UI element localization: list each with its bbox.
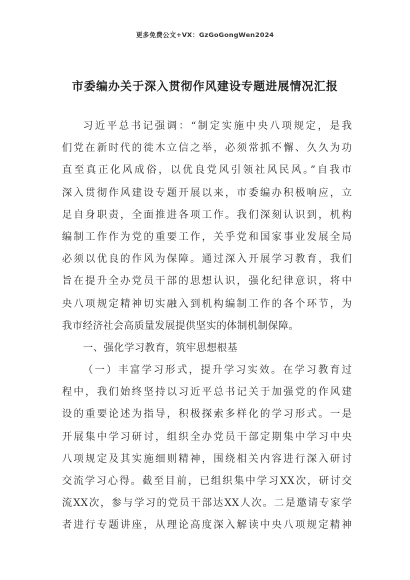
watermark-text: 更多免费公文+VX：GzGoGongWen2024 bbox=[135, 31, 275, 39]
paragraph-study bbox=[62, 360, 352, 538]
text-line: 们党在新时代的徙木立信之举，必须常抓不懈、久久为功 bbox=[62, 143, 352, 155]
text-line: 设的重要论述为指导，积极探索多样化的学习形式。一是 bbox=[62, 409, 352, 421]
text-line: 我市经济社会高质量发展提供坚实的体制机制保障。 bbox=[62, 320, 299, 332]
section-heading: 一、强化学习教育，筑牢思想根基 bbox=[83, 342, 238, 354]
text-line: 旨在提升全办党员干部的思想认识，强化纪律意识，将中 bbox=[62, 276, 352, 288]
text-line: 深入贯彻作风建设专题开展以来，市委编办积极响应，立 bbox=[62, 187, 352, 199]
document-title: 市委编办关于深入贯彻作风建设专题进展情况汇报 bbox=[71, 79, 339, 93]
text-line: 交流学习心得。截至目前，已组织集中学习XX次，研讨交 bbox=[62, 476, 352, 487]
paragraph-intro bbox=[62, 116, 352, 338]
text-line: 央八项规定精神切实融入到机构编制工作的各个环节，为 bbox=[62, 298, 352, 310]
text-line: 开展集中学习研讨，组织全办党员干部定期集中学习中央 bbox=[62, 431, 352, 443]
text-line: 八项规定及其实施细则精神，围绕相关内容进行深入研讨 bbox=[62, 453, 352, 465]
text-line: 程中，我们始终坚持以习近平总书记关于加强党的作风建 bbox=[62, 387, 352, 399]
document-body bbox=[62, 116, 352, 538]
text-line: 必须以优良的作风为保障。通过深入开展学习教育，我们 bbox=[62, 254, 352, 266]
text-line: 习近平总书记强调：“制定实施中央八项规定，是我 bbox=[83, 121, 352, 132]
text-line: 者进行专题讲座，从理论高度深入解读中央八项规定精神 bbox=[62, 520, 352, 532]
text-line: 直至真正化风成俗，以优良党风引领社风民风。”自我市 bbox=[62, 165, 352, 177]
text-line: 流XX次，参与学习的党员干部达XX人次。二是邀请专家学 bbox=[62, 498, 352, 510]
text-line: 足自身职责，全面推进各项工作。我们深刻认识到，机构 bbox=[62, 209, 352, 221]
text-line: 编制工作作为党的重要工作，关乎党和国家事业发展全局 bbox=[62, 231, 352, 243]
text-line: （一）丰富学习形式，提升学习实效。在学习教育过 bbox=[83, 365, 352, 377]
